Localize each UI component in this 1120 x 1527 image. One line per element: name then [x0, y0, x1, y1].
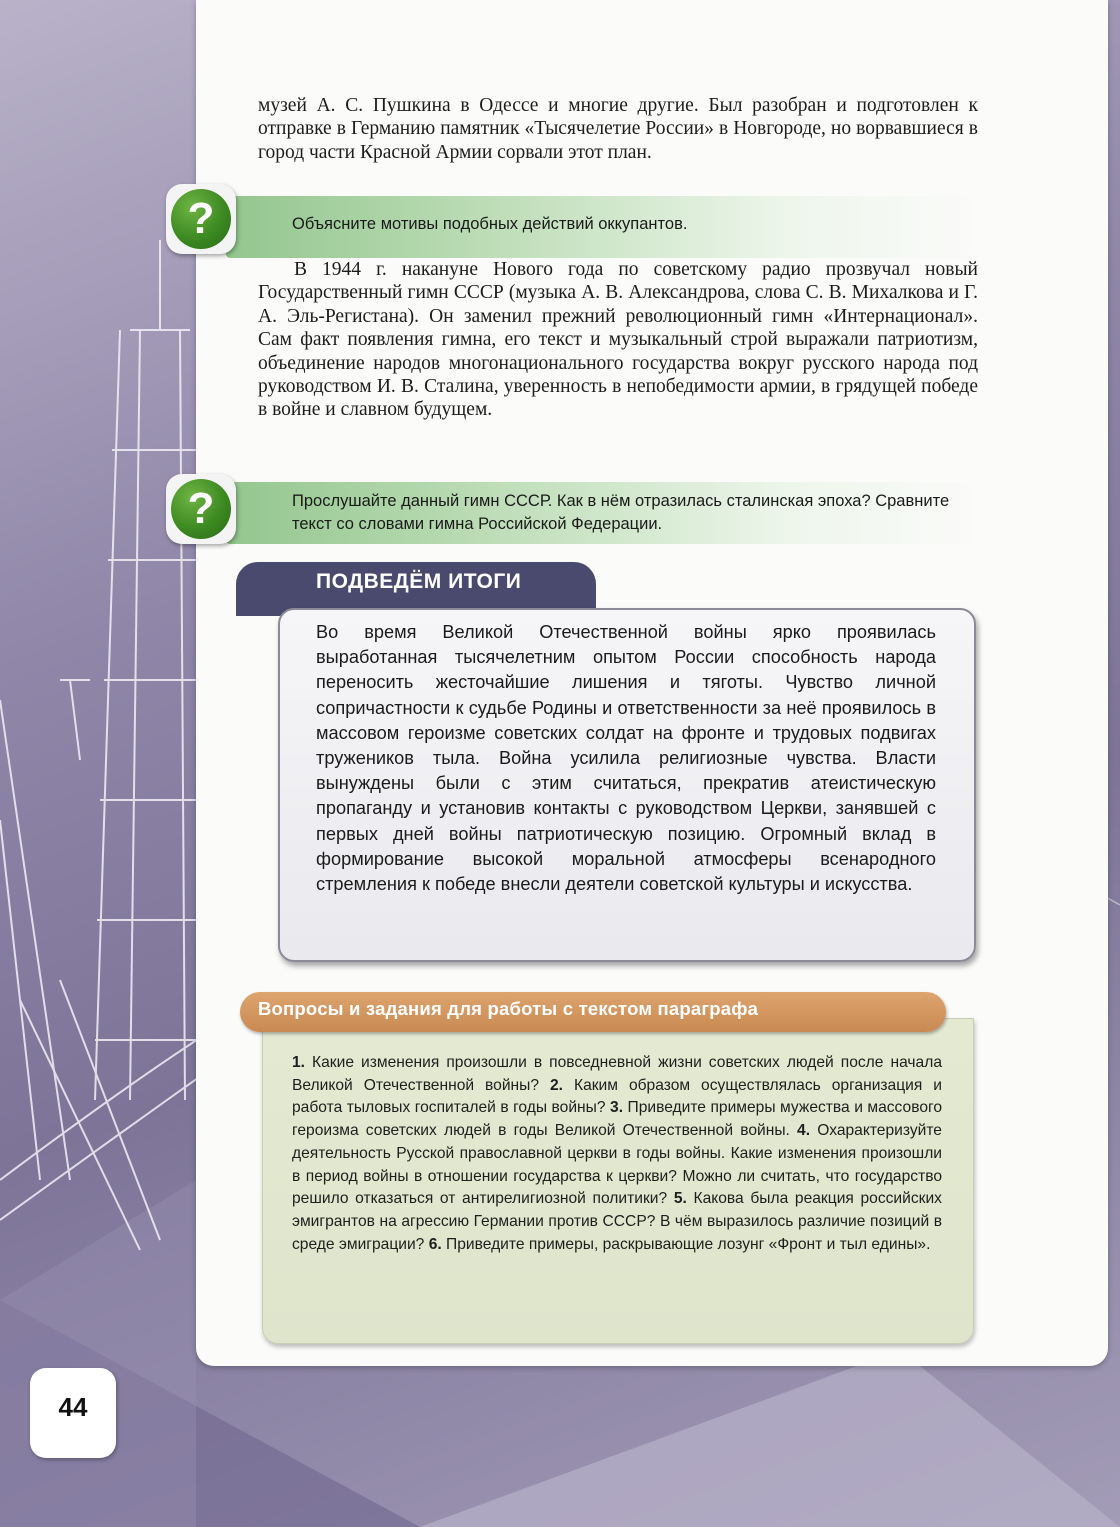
question-text-2: Прослушайте данный гимн СССР. Как в нём отразилась сталинская эпоха? Сравните текст со словами гимна Российской Федерации.: [292, 492, 950, 533]
task-text: Охарактеризуйте деятельность Русской православной церкви в годы войны. Какие изменения произошли в период войны в отношении государства к церкви? Можно ли считать, что государство решило отказаться от антирелигиозной политики?: [292, 1122, 942, 1208]
task-text: Приведите примеры мужества и массового героизма советских людей в годы Великой Отечественной войны.: [292, 1099, 943, 1140]
question-mark-icon: ?: [171, 479, 231, 539]
task-number: 2.: [550, 1076, 564, 1094]
task-text: Приведите примеры, раскрывающие лозунг «Фронт и тыл едины».: [441, 1235, 931, 1253]
task-text: Каким образом осуществлялась организация и работа тыловых госпиталей в годы войны?: [292, 1076, 942, 1117]
summary-text: Во время Великой Отечественной войны ярко проявилась выработанная тысячелетним опытом России способность народа переносить жесточайшие лишения и тяготы. Чувство личной сопричастности к судьбе Родины и ответственности за неё проявилось в массовом героизме советских солдат на фронте и трудовых подвигах тружеников тыла. Война усилила религиозные чувства. Власти вынуждены были с этим считаться, прекратив атеистическую пропаганду и установив контакты с руководством Церкви, занявшей с первых дней войны патриотическую позицию. Огромный вклад в формирование высокой моральной атмосферы всенародного стремления к победе внесли деятели советской культуры и искусства.: [316, 622, 936, 895]
question-icon-2: [166, 474, 236, 544]
task-number: 5.: [673, 1190, 687, 1208]
page-number: 44: [58, 1392, 88, 1422]
task-text: Какие изменения произошли в повседневной жизни советских людей после начала Великой Отечественной войны?: [292, 1054, 942, 1094]
question-mark-icon: ?: [171, 189, 231, 249]
task-number: 3.: [610, 1099, 624, 1117]
summary-title: ПОДВЕДЁМ ИТОГИ: [316, 570, 522, 593]
task-text: Какова была реакция российских эмигрантов на агрессию Германии против СССР? В чём выразилось различие позиций в среде эмиграции?: [292, 1190, 942, 1253]
question-icon-1: [166, 184, 236, 254]
task-number: 6.: [428, 1235, 442, 1253]
tasks-title: Вопросы и задания для работы с текстом параграфа: [258, 998, 759, 1019]
question-text-1: Объясните мотивы подобных действий оккупантов.: [292, 215, 688, 233]
task-number: 4.: [797, 1122, 811, 1140]
body-paragraph-2: В 1944 г. накануне Нового года по советскому радио прозвучал новый Государственный гимн СССР (музыка А. В. Александрова, слова С. В. Михалкова и Г. А. Эль-Регистана). Он заменил прежний революционный гимн «Интернационал». Сам факт появления гимна, его текст и музыкальный строй выражали патриотизм, объединение народов многонационального государства вокруг русского народа под руководством И. В. Сталина, уверенность в непобедимости армии, в грядущей победе в войне и славном будущем.: [258, 259, 978, 421]
task-number: 1.: [292, 1054, 306, 1071]
body-paragraph-1: музей А. С. Пушкина в Одессе и многие другие. Был разобран и подготовлен к отправке в Германию памятник «Тысячелетие России» в Новгороде, но ворвавшиеся в город части Красной Армии сорвали этот план.: [258, 95, 978, 163]
tasks-list: [292, 1052, 942, 1256]
